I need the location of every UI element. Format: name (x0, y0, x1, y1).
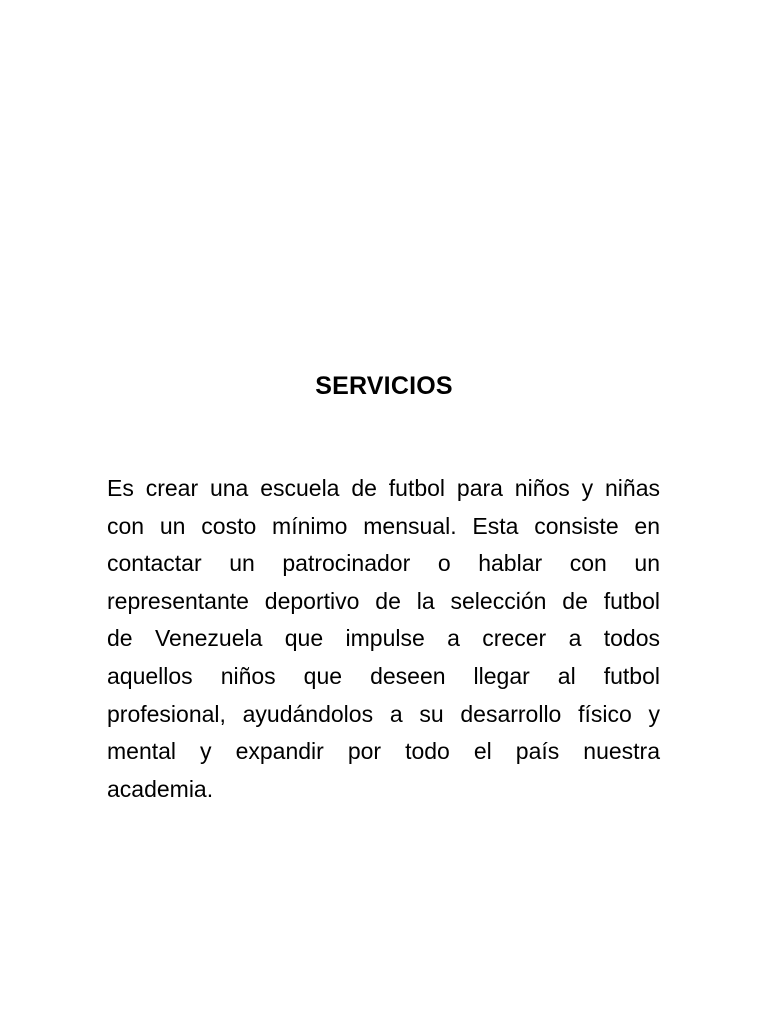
paragraph-line: aquellos niños que deseen llegar al futbol (107, 662, 660, 689)
body-paragraph (107, 470, 660, 808)
paragraph-line: mental y expandir por todo el país nuestra (107, 738, 660, 765)
paragraph-line: Es crear una escuela de futbol para niños y niñas (107, 475, 660, 501)
paragraph-line: de Venezuela que impulse a crecer a todos (107, 625, 660, 652)
page-title: SERVICIOS (315, 372, 453, 400)
paragraph-line: academia. (107, 775, 214, 802)
paragraph-line: profesional, ayudándolos a su desarrollo físico y (107, 700, 660, 727)
paragraph-line: con un costo mínimo mensual. Esta consiste en (107, 512, 660, 539)
paragraph-line: representante deportivo de la selección de futbol (107, 587, 660, 614)
paragraph-line: contactar un patrocinador o hablar con un (107, 550, 660, 577)
